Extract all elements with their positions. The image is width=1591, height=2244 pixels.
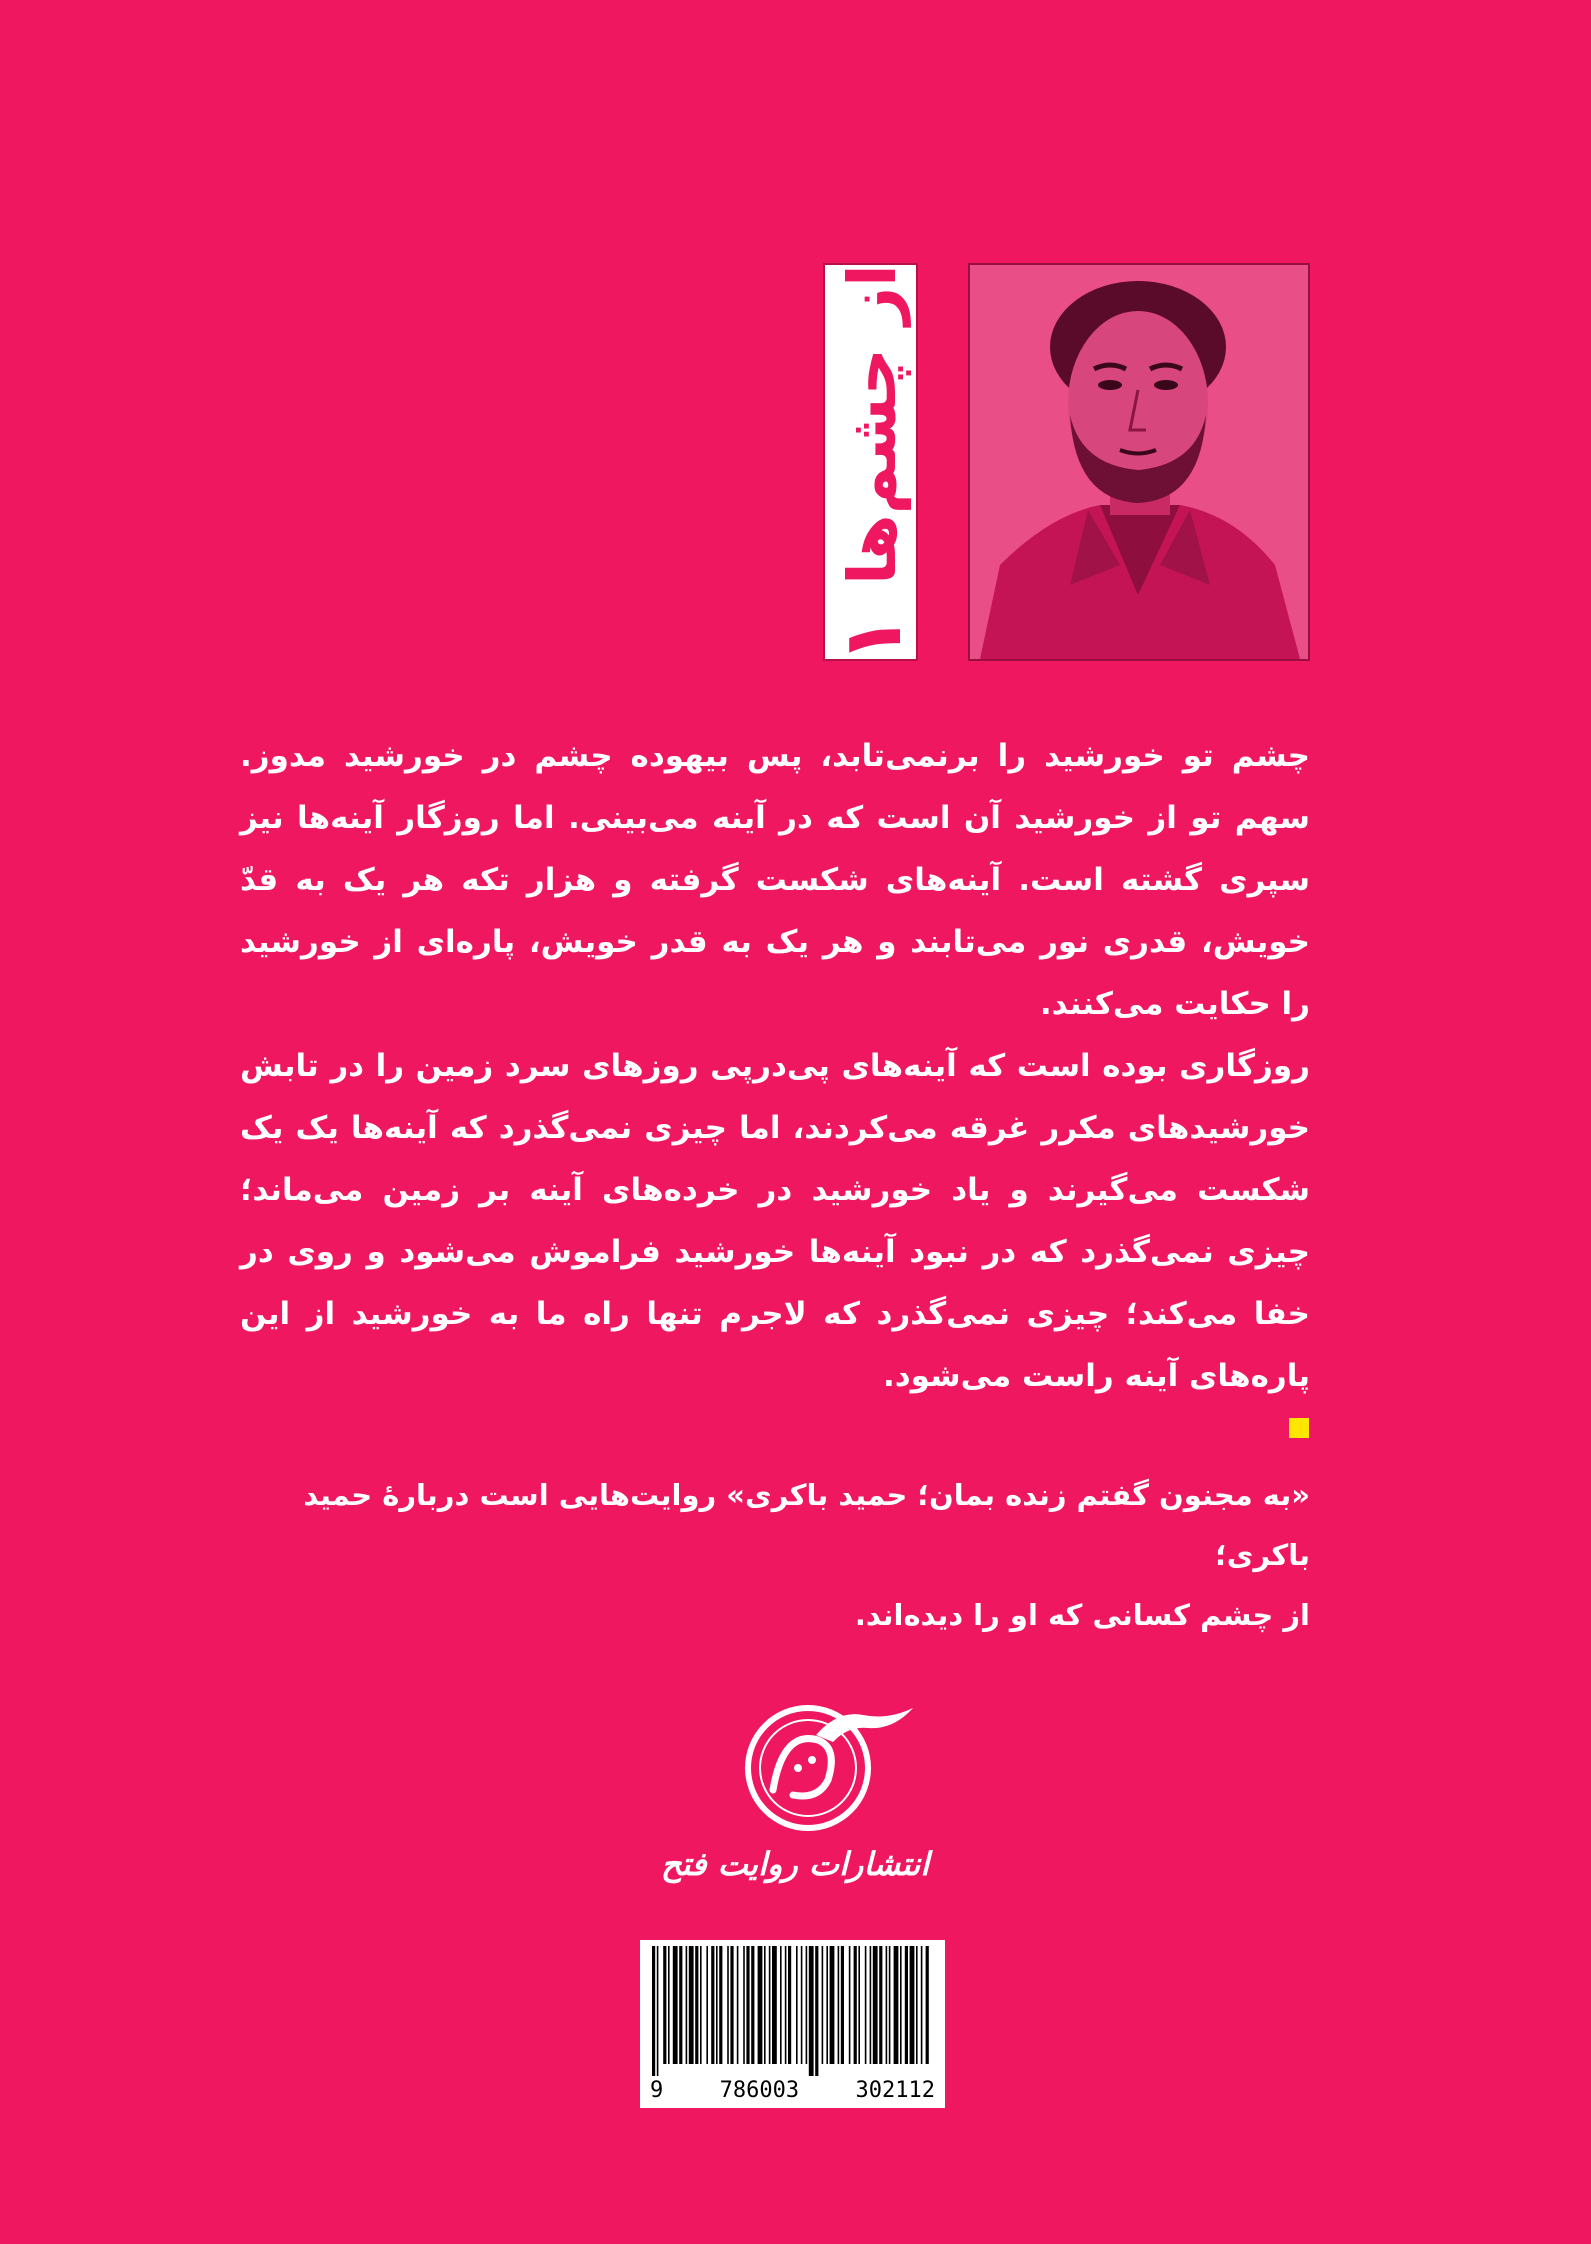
- barcode-bar: [889, 1946, 891, 2064]
- barcode-bar: [679, 1946, 682, 2064]
- barcode-bar: [788, 1946, 791, 2064]
- barcode-bar: [700, 1946, 702, 2064]
- barcode-bar: [796, 1946, 798, 2064]
- barcode-bar: [858, 1946, 860, 2064]
- barcode-bar: [657, 1946, 659, 2076]
- barcode-bar: [926, 1946, 929, 2064]
- barcode-bar: [916, 1946, 918, 2064]
- barcode-bar: [809, 1946, 814, 2076]
- barcode-bar: [751, 1946, 754, 2064]
- barcode-digits-right: 302112: [855, 2078, 935, 2103]
- publisher-logo-icon: [688, 1690, 928, 1840]
- blurb-paragraph-1: چشم تو خورشید را برنمی‌تابد، پس بیهوده چشم در خورشید مدوز. سهم تو از خورشید آن است که در آینه می‌بینی. اما روزگار آینه‌ها نیز سپری گشته است. آینه‌های شکست گرفته و هزار تکه هر یک به قدّ خویش، قدری نور می‌تابند و هر یک به قدر خویش، پاره‌ای از خورشید را حکایت می‌کنند.: [240, 738, 1310, 1022]
- series-number: ۱: [826, 614, 919, 664]
- barcode-bar: [849, 1946, 851, 2064]
- barcode-bar: [730, 1946, 733, 2064]
- series-title: از چشم‌ها: [834, 264, 911, 585]
- summary-line-1: «به مجنون گفتم زنده بمان؛ حمید باکری» روایت‌هایی است دربارهٔ حمید باکری؛: [303, 1478, 1310, 1572]
- book-summary: [240, 1465, 1310, 1645]
- barcode-bar: [879, 1946, 882, 2064]
- barcode-bar: [806, 1946, 808, 2064]
- barcode-bar: [711, 1946, 714, 2064]
- series-title-label: [825, 265, 920, 663]
- barcode-bar: [785, 1946, 787, 2064]
- barcode-bar: [673, 1946, 678, 2064]
- barcode-bar: [727, 1946, 729, 2064]
- barcode-bar: [865, 1946, 867, 2064]
- barcode-bar: [719, 1946, 722, 2064]
- barcode-bar: [716, 1946, 718, 2064]
- barcode-digits-left: 786003: [719, 2078, 800, 2103]
- barcode-bar: [652, 1946, 655, 2076]
- barcode-bar: [826, 1946, 828, 2064]
- barcode-bar: [706, 1946, 708, 2064]
- publisher-name: انتشارات روایت فتح: [660, 1845, 930, 1883]
- barcode-bar: [746, 1946, 749, 2064]
- barcode-bar: [900, 1946, 902, 2064]
- barcode-bar: [689, 1946, 694, 2064]
- barcode-bar: [663, 1946, 666, 2064]
- barcode-bar: [822, 1946, 824, 2064]
- blurb-paragraph-2: روزگاری بوده است که آینه‌های پی‌درپی روزهای سرد زمین را در تابش خورشیدهای مکرر غرقه می‌کردند، اما چیزی نمی‌گذرد که آینه‌ها یک یک شکست می‌گیرند و یاد خورشید در خرده‌های آینه بر زمین می‌ماند؛ چیزی نمی‌گذرد که در نبود آینه‌ها خورشید فراموش می‌شود و روی در خفا می‌کند؛ چیزی نمی‌گذرد که لاجرم تنها راه ما به خورشید از این پاره‌های آینه راست می‌شود.: [240, 1048, 1310, 1394]
- portrait-image: [970, 265, 1308, 659]
- barcode-bar: [921, 1946, 923, 2064]
- yellow-square-marker: [1289, 1418, 1309, 1438]
- barcode-bar: [780, 1946, 782, 2064]
- barcode-bar: [815, 1946, 818, 2076]
- isbn-barcode: [640, 1940, 945, 2108]
- barcode-digit-first: 9: [650, 2078, 664, 2103]
- barcode-bar: [841, 1946, 844, 2064]
- barcode-bar: [910, 1946, 915, 2064]
- portrait-photo: [968, 263, 1310, 661]
- barcode-digits: [640, 2076, 945, 2106]
- blurb-text: [240, 725, 1310, 1407]
- barcode-bar: [758, 1946, 763, 2064]
- barcode-bars: [640, 1940, 945, 2080]
- barcode-bar: [801, 1946, 803, 2064]
- barcode-bar: [737, 1946, 739, 2064]
- barcode-bar: [838, 1946, 840, 2064]
- barcode-bar: [769, 1946, 771, 2064]
- barcode-bar: [668, 1946, 670, 2064]
- barcode-bar: [886, 1946, 888, 2064]
- barcode-bar: [686, 1946, 688, 2064]
- barcode-bar: [695, 1946, 698, 2064]
- barcode-bar: [854, 1946, 857, 2064]
- barcode-bar: [905, 1946, 908, 2064]
- summary-line-2: از چشم کسانی که او را دیده‌اند.: [854, 1598, 1310, 1632]
- barcode-bar: [830, 1946, 835, 2064]
- series-title-strip: [823, 263, 919, 664]
- barcode-bar: [870, 1946, 872, 2064]
- barcode-bar: [894, 1946, 899, 2064]
- barcode-bar: [764, 1946, 766, 2064]
- barcode-bar: [873, 1946, 878, 2064]
- barcode-bar: [743, 1946, 745, 2064]
- barcode-bar: [772, 1946, 777, 2064]
